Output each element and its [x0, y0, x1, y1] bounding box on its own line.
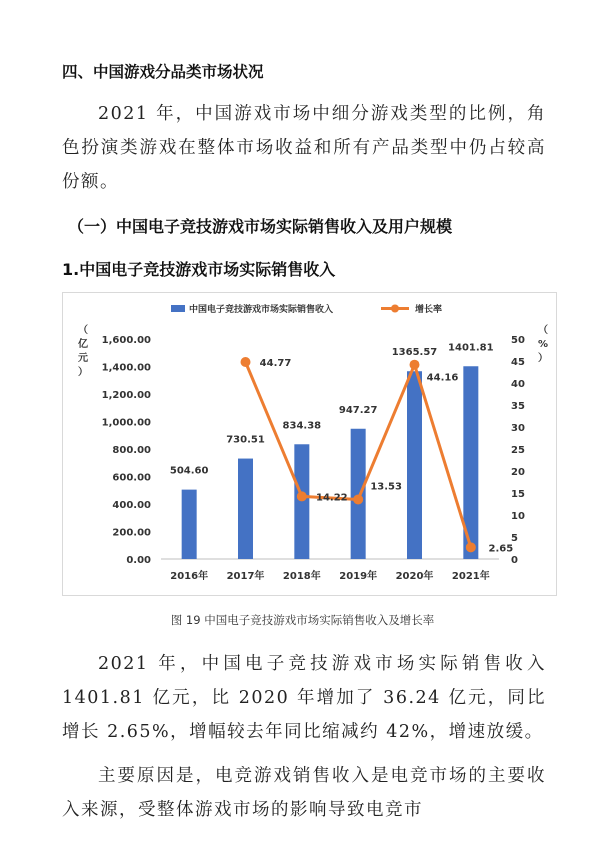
line-value-label: 13.53 — [370, 481, 402, 493]
y2-tick-label: 0 — [511, 555, 518, 566]
line-point — [410, 360, 420, 370]
y-tick-label: 400.00 — [112, 500, 151, 511]
line-value-label: 14.22 — [316, 492, 348, 504]
line-value-label: 2.65 — [488, 543, 514, 555]
y-tick-label: 600.00 — [112, 472, 151, 484]
y-tick-label: 1,200.00 — [101, 390, 151, 401]
y2-tick-label: 5 — [511, 533, 518, 544]
y-tick-label: 0.00 — [126, 555, 151, 566]
y2-axis-title-char: % — [537, 339, 549, 350]
y2-tick-label: 30 — [511, 423, 525, 434]
y-axis-title-char: （ — [78, 325, 88, 336]
y2-tick-label: 10 — [511, 511, 525, 522]
bar — [407, 371, 422, 559]
x-tick-label: 2020年 — [395, 571, 434, 582]
y2-tick-label: 20 — [511, 467, 525, 478]
y-tick-label: 1,000.00 — [101, 417, 151, 429]
y-tick-label: 200.00 — [112, 527, 151, 539]
y2-tick-label: 50 — [511, 335, 525, 346]
chart-frame — [62, 292, 557, 596]
bar — [294, 444, 309, 559]
y2-axis-title-char: （ — [538, 325, 548, 336]
subheading-esports-revenue: 1.中国电子竞技游戏市场实际销售收入 — [62, 260, 336, 279]
legend-marker-line — [391, 305, 399, 313]
bar — [182, 490, 197, 559]
bar-value-label: 834.38 — [282, 420, 322, 432]
y-axis-title-char: 元 — [78, 353, 88, 364]
line-point — [297, 491, 307, 501]
section-heading: 四、中国游戏分品类市场状况 — [62, 63, 264, 81]
subheading-esports-revenue-users: （一）中国电子竞技游戏市场实际销售收入及用户规模 — [68, 217, 453, 236]
line-point — [466, 542, 476, 552]
legend-swatch-bar — [171, 305, 185, 312]
body-paragraph-revenue: 2021 年，中国电子竞技游戏市场实际销售收入 1401.81 亿元，比 2020 年增加了 36.24 亿元，同比增长 2.65%，增幅较去年同比缩减约 42%，增速放缓。 — [62, 654, 546, 742]
y2-axis-title-char: ） — [538, 353, 548, 364]
bar-value-label: 730.51 — [226, 434, 265, 446]
y-tick-label: 1,600.00 — [101, 335, 151, 346]
body-paragraph-reason: 主要原因是，电竞游戏销售收入是电竞市场的主要收入来源，受整体游戏市场的影响导致电竞市 — [62, 766, 546, 820]
line-point — [241, 357, 251, 367]
line-value-label: 44.16 — [426, 372, 459, 384]
combo-chart — [63, 293, 556, 595]
y2-tick-label: 40 — [511, 379, 525, 390]
y2-tick-label: 35 — [511, 401, 525, 412]
x-tick-label: 2016年 — [170, 571, 209, 582]
bar-value-label: 1401.81 — [448, 342, 494, 354]
y-axis-title-char: ） — [78, 367, 88, 378]
bar-value-label: 504.60 — [169, 465, 209, 477]
bar-value-label: 947.27 — [338, 404, 378, 416]
y-axis-title-char: 亿 — [78, 339, 88, 350]
x-tick-label: 2019年 — [339, 571, 378, 582]
line-value-label: 44.77 — [259, 358, 292, 370]
legend-label-bar: 中国电子竞技游戏市场实际销售收入 — [189, 305, 334, 315]
y2-tick-label: 15 — [511, 489, 525, 500]
bar — [351, 429, 366, 559]
legend — [171, 303, 442, 315]
x-tick-label: 2017年 — [226, 571, 265, 582]
y-tick-label: 800.00 — [112, 445, 151, 456]
y-tick-label: 1,400.00 — [101, 362, 151, 374]
x-tick-label: 2018年 — [282, 571, 321, 582]
y2-tick-label: 45 — [511, 357, 525, 368]
bar-value-label: 1365.57 — [391, 347, 438, 359]
legend-label-line: 增长率 — [415, 305, 443, 315]
bar — [238, 459, 253, 559]
y2-tick-label: 25 — [511, 445, 525, 456]
line-point — [353, 494, 363, 504]
figure-caption: 图 19 中国电子竞技游戏市场实际销售收入及增长率 — [170, 613, 435, 627]
x-tick-label: 2021年 — [451, 571, 490, 582]
intro-paragraph: 2021 年，中国游戏市场中细分游戏类型的比例，角色扮演类游戏在整体市场收益和所有产品类型中仍占较高份额。 — [62, 104, 546, 192]
